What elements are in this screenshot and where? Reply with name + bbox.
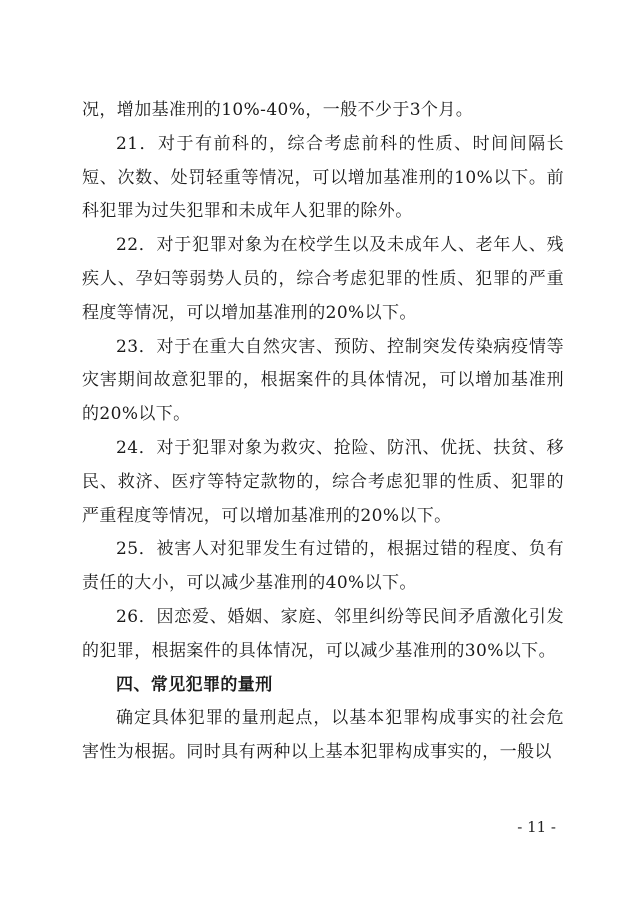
section-heading: 四、常见犯罪的量刑 [116, 674, 273, 695]
paragraph-22: 22．对于犯罪对象为在校学生以及未成年人、老年人、残疾人、孕妇等弱势人员的，综合考虑犯罪的性质、犯罪的严重程度等情况，可以增加基准刑的20%以下。 [82, 235, 564, 323]
paragraph-24: 24．对于犯罪对象为救灾、抢险、防汛、优抚、扶贫、移民、救济、医疗等特定款物的，综合考虑犯罪的性质、犯罪的严重程度等情况，可以增加基准刑的20%以下。 [82, 437, 564, 526]
paragraph-23: 23．对于在重大自然灾害、预防、控制突发传染病疫情等灾害期间故意犯罪的，根据案件的具体情况，可以增加基准刑的20%以下。 [82, 336, 564, 425]
page-number: - 11 - [517, 818, 556, 836]
paragraph-closing: 确定具体犯罪的量刑起点，以基本犯罪构成事实的社会危害性为根据。同时具有两种以上基本犯罪构成事实的，一般以 [82, 708, 564, 763]
paragraph-continuation: 况，增加基准刑的10%-40%，一般不少于3个月。 [82, 100, 474, 120]
paragraph-26: 26．因恋爱、婚姻、家庭、邻里纠纷等民间矛盾激化引发的犯罪，根据案件的具体情况，可以减少基准刑的30%以下。 [82, 606, 564, 661]
paragraph-25: 25．被害人对犯罪发生有过错的，根据过错的程度、负有责任的大小，可以减少基准刑的40%以下。 [82, 539, 564, 594]
document-body [82, 94, 564, 770]
paragraph-21: 21．对于有前科的，综合考虑前科的性质、时间间隔长短、次数、处罚轻重等情况，可以增加基准刑的10%以下。前科犯罪为过失犯罪和未成年人犯罪的除外。 [82, 133, 564, 222]
